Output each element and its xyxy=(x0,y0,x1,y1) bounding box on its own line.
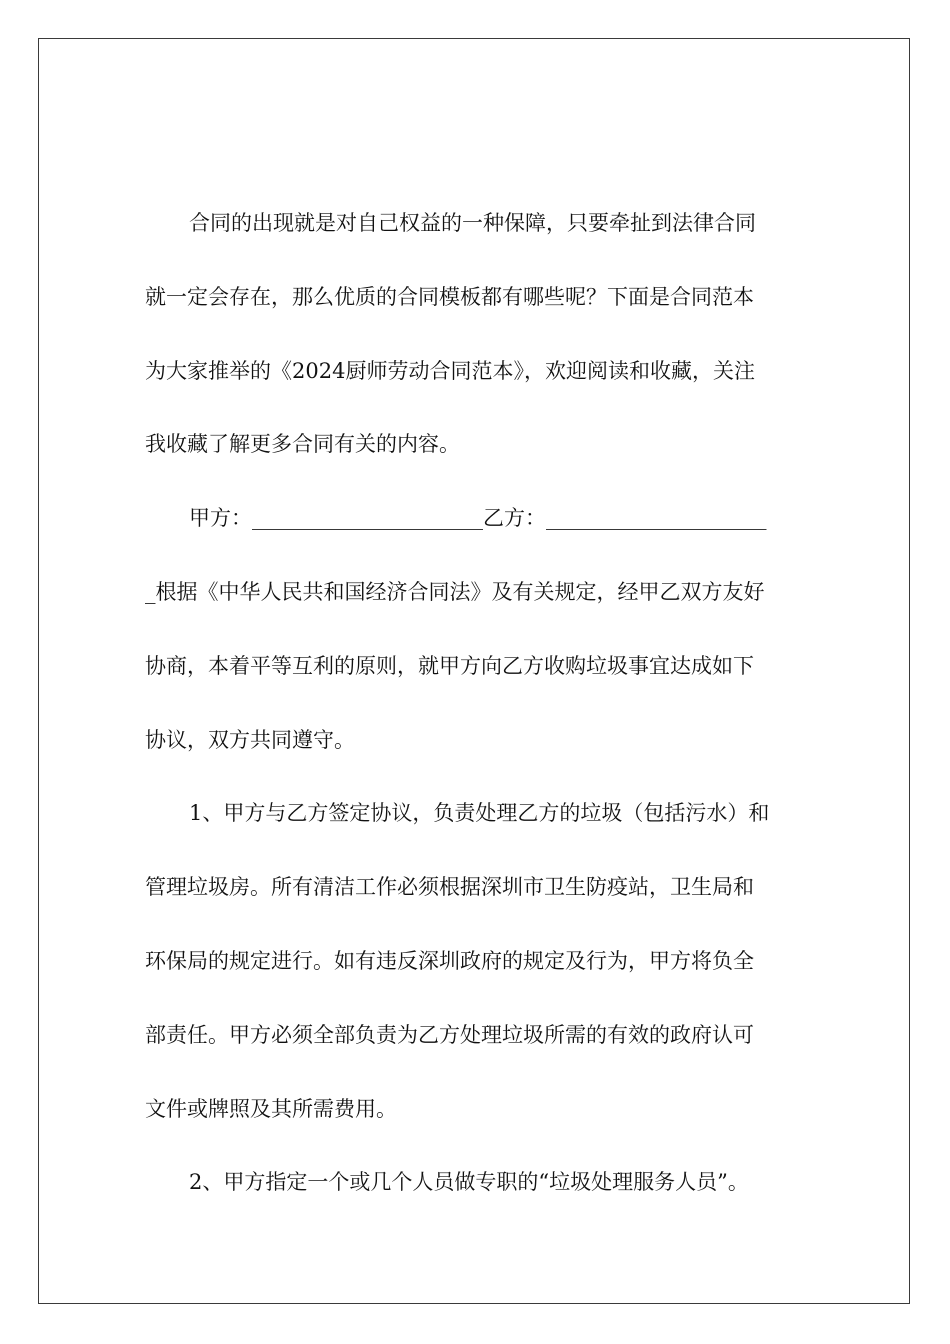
text-line: 协议，双方共同遵守。 xyxy=(145,727,355,752)
text-line: 协商，本着平等互利的原则，就甲方向乙方收购垃圾事宜达成如下 xyxy=(145,653,754,678)
clause-2-line: 2、甲方指定一个或几个人员做专职的“垃圾处理服务人员”。 xyxy=(189,1170,749,1195)
text-line: 就一定会存在，那么优质的合同模板都有哪些呢？下面是合同范本 xyxy=(145,284,754,309)
text-line: 合同的出现就是对自己权益的一种保障，只要牵扯到法律合同 xyxy=(189,211,756,235)
parties-line: 甲方：______________________乙方：_____________________ xyxy=(189,506,767,531)
text-line: 环保局的规定进行。如有违反深圳政府的规定及行为，甲方将负全 xyxy=(145,948,754,973)
text-line: 管理垃圾房。所有清洁工作必须根据深圳市卫生防疫站，卫生局和 xyxy=(145,875,754,900)
text-line: 部责任。甲方必须全部负责为乙方处理垃圾所需的有效的政府认可 xyxy=(145,1022,754,1047)
text-line: _根据《中华人民共和国经济合同法》及有关规定，经甲乙双方友好 xyxy=(145,579,765,604)
clause-1-line: 1、甲方与乙方签定协议，负责处理乙方的垃圾（包括污水）和 xyxy=(189,801,770,826)
text-line: 文件或牌照及其所需费用。 xyxy=(145,1096,397,1121)
document-body xyxy=(145,203,805,1236)
text-line: 为大家推举的《2024厨师劳动合同范本》，欢迎阅读和收藏，关注 xyxy=(145,358,755,383)
text-line: 我收藏了解更多合同有关的内容。 xyxy=(145,432,460,457)
